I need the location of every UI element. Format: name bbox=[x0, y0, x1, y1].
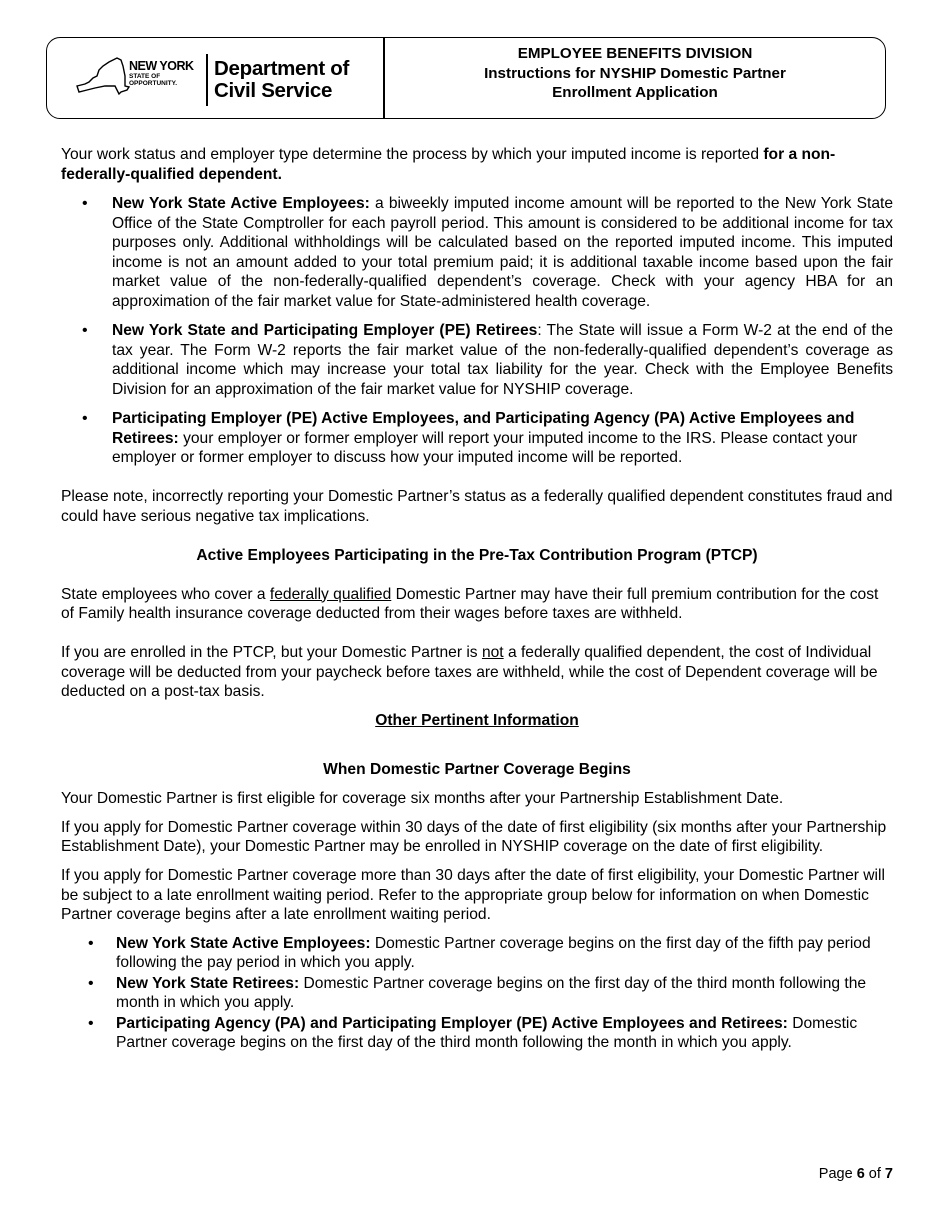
document-body bbox=[61, 145, 893, 1053]
list-item: • Participating Employer (PE) Active Employees, and Participating Agency (PA) Active Employees and Retirees: your employer or former employer will report your imputed income to the IRS. Please contact your employer or former employer to discuss how your imputed income will be reported. bbox=[61, 409, 893, 468]
coverage-paragraph-1: Your Domestic Partner is first eligible for coverage six months after your Partnership Establishment Date. bbox=[61, 789, 784, 807]
document-title: EMPLOYEE BENEFITS DIVISION Instructions for NYSHIP Domestic Partner Enrollment Application bbox=[484, 45, 786, 101]
ptcp-paragraph-2: If you are enrolled in the PTCP, but your Domestic Partner is not a federally qualified dependent, the cost of Individual coverage will be deducted from your paycheck before taxes are withheld, while the cost of Dependent coverage will be deducted on a post-tax basis. bbox=[61, 644, 878, 700]
list-item: • New York State Active Employees: a biweekly imputed income amount will be reported to the New York State Office of the State Comptroller for each payroll period. This amount is considered to be additional income for tax purposes only. Additional withholdings will be calculated based on the reported imputed income. This imputed income is not an amount added to your total premium paid; it is additional taxable income based upon the fair market value of the non-federally-qualified dependent’s coverage. Check with your agency HBA for an approximation of the fair market value for State-administered health coverage. bbox=[61, 194, 893, 311]
document-header bbox=[46, 37, 886, 119]
imputed-income-list bbox=[61, 194, 893, 468]
coverage-paragraph-3: If you apply for Domestic Partner coverage more than 30 days after the date of first eligibility, your Domestic Partner will be subject to a late enrollment waiting period. Refer to the appropriate group below for information on when Domestic Partner coverage begins after a late enrollment waiting period. bbox=[61, 867, 885, 923]
list-item: • New York State Retirees: Domestic Partner coverage begins on the first day of the third month following the month in which you apply. bbox=[61, 974, 893, 1013]
logo-tagline: STATE OF OPPORTUNITY. bbox=[129, 73, 178, 87]
logo bbox=[75, 50, 365, 108]
list-item: • Participating Agency (PA) and Participating Employer (PE) Active Employees and Retirees: Domestic Partner coverage begins on the first day of the third month following the month in which you apply. bbox=[61, 1014, 893, 1053]
header-divider bbox=[383, 38, 385, 118]
department-name: Department of Civil Service bbox=[214, 57, 350, 102]
logo-separator bbox=[206, 54, 208, 106]
fraud-note: Please note, incorrectly reporting your Domestic Partner’s status as a federally qualified dependent constitutes fraud and could have serious negative tax implications. bbox=[61, 488, 893, 525]
coverage-groups-list bbox=[61, 934, 893, 1053]
other-info-heading: Other Pertinent Information bbox=[375, 711, 579, 729]
list-item: • New York State Active Employees: Domestic Partner coverage begins on the first day of the fifth pay period following the pay period in which you apply. bbox=[61, 934, 893, 973]
coverage-begins-heading: When Domestic Partner Coverage Begins bbox=[323, 761, 631, 778]
page-number: Page 6 of 7 bbox=[818, 1166, 893, 1182]
ptcp-heading: Active Employees Participating in the Pre-Tax Contribution Program (PTCP) bbox=[196, 546, 758, 564]
intro-paragraph: Your work status and employer type determine the process by which your imputed income is reported for a non-federally-qualified dependent. bbox=[61, 146, 836, 183]
list-item: • New York State and Participating Employer (PE) Retirees: The State will issue a Form W-2 at the end of the tax year. The Form W-2 reports the fair market value of the non-federally-qualified dependent’s coverage as additional income which may increase your total tax liability for the year. Check with the Employee Benefits Division for an approximation of the fair market value for NYSHIP coverage. bbox=[61, 321, 893, 399]
new-york-state-outline-icon bbox=[75, 56, 131, 96]
logo-state-name: NEW YORK bbox=[129, 59, 194, 73]
ptcp-paragraph-1: State employees who cover a federally qualified Domestic Partner may have their full premium contribution for the cost of Family health insurance coverage deducted from their wages before taxes are withheld. bbox=[61, 585, 879, 622]
coverage-paragraph-2: If you apply for Domestic Partner coverage within 30 days of the date of first eligibility (six months after your Partnership Establishment Date), your Domestic Partner may be enrolled in NYSHIP coverage on the date of first eligibility. bbox=[61, 818, 887, 855]
